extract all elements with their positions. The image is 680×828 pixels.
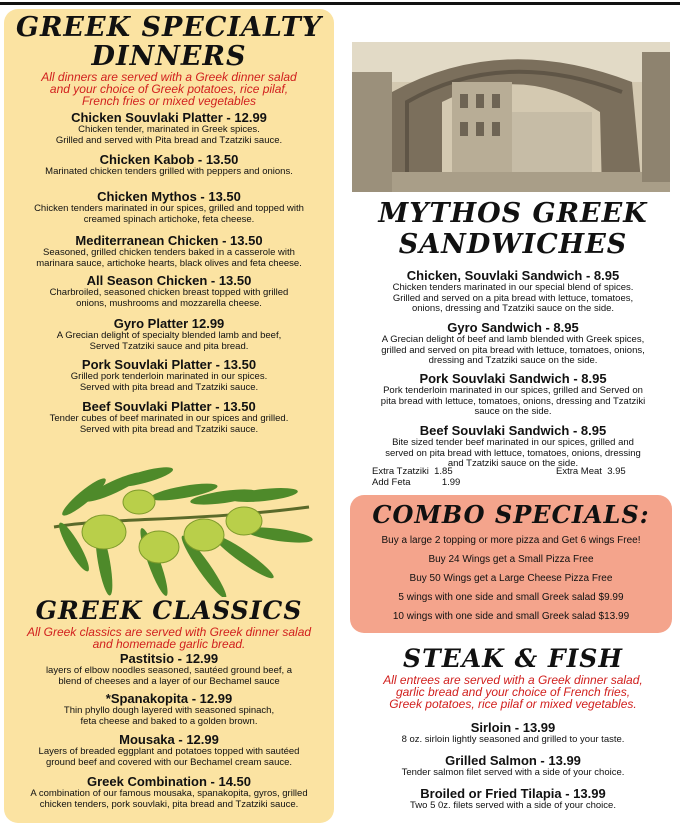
item-desc: A combination of our famous mousaka, spanakopita, gyros, grilled bbox=[30, 788, 308, 799]
item-name: Sirloin - 13.99 bbox=[470, 720, 556, 735]
item-desc: Grilled pork tenderloin marinated in our spices. bbox=[70, 371, 268, 382]
extra-label: Extra Meat bbox=[556, 466, 602, 477]
steak-note-line: garlic bread and your choice of French fries, bbox=[395, 685, 631, 699]
menu-item bbox=[4, 357, 334, 393]
item-name: Pastitsio - 12.99 bbox=[119, 651, 219, 666]
item-name: Greek Combination - 14.50 bbox=[87, 774, 251, 789]
item-desc: blend of cheeses and a layer of our Bechamel sauce bbox=[58, 675, 280, 687]
menu-item bbox=[4, 774, 334, 810]
specialty-note-line: All dinners are served with a Greek dinner salad bbox=[41, 70, 297, 84]
item-name: Chicken Kabob - 13.50 bbox=[99, 152, 239, 167]
item-desc: layers of elbow noodles seasoned, sautéed ground beef, a bbox=[45, 665, 293, 676]
menu-item bbox=[348, 786, 678, 812]
item-desc: sauce on the side. bbox=[474, 406, 552, 417]
menu-item bbox=[348, 320, 678, 367]
menu-item bbox=[348, 268, 678, 315]
specialty-note bbox=[4, 71, 334, 107]
item-desc: Chicken tenders marinated in our spices, grilled and topped with bbox=[34, 203, 304, 214]
item-desc: Pork tenderloin marinated in our spices, grilled and Served on bbox=[383, 385, 643, 396]
item-desc: creamed spinach artichoke, feta cheese. bbox=[83, 213, 255, 225]
item-name: Broiled or Fried Tilapia - 13.99 bbox=[420, 786, 606, 801]
sandwiches-title-line1: MYTHOS GREEK bbox=[378, 198, 648, 229]
menu-item bbox=[4, 732, 334, 768]
specialty-note-line: and your choice of Greek potatoes, rice pilaf, bbox=[49, 82, 289, 96]
item-desc: Served Tzatziki sauce and pita bread. bbox=[89, 340, 249, 352]
item-desc: Grilled and served with Pita bread and Tzatziki sauce. bbox=[55, 134, 283, 146]
item-desc: Marinated chicken tenders grilled with peppers and onions. bbox=[45, 166, 293, 177]
item-desc: 8 oz. sirloin lightly seasoned and grilled to your taste. bbox=[401, 734, 625, 745]
item-name: Beef Souvlaki Platter - 13.50 bbox=[82, 399, 256, 414]
extra-price: 3.95 bbox=[607, 466, 626, 477]
menu-item bbox=[348, 371, 678, 418]
steak-note-line: Greek potatoes, rice pilaf or mixed vegetables. bbox=[389, 697, 637, 711]
item-desc: Bite sized tender beef marinated in our spices, grilled and bbox=[392, 437, 634, 448]
item-desc: dressing and Tzatziki sauce on the side. bbox=[428, 355, 598, 366]
combo-line: Buy 50 Wings get a Large Cheese Pizza Free bbox=[409, 573, 613, 584]
item-desc: Thin phyllo dough layered with seasoned spinach, bbox=[63, 705, 275, 716]
item-desc: served on pita bread with lettuce, tomatoes, onions, dressing bbox=[385, 447, 641, 459]
item-desc: and Tzatziki sauce on the side. bbox=[447, 458, 579, 469]
item-desc: Served with pita bread and Tzatziki sauce. bbox=[79, 423, 259, 435]
item-name: Chicken Mythos - 13.50 bbox=[97, 189, 241, 204]
item-name: Gyro Sandwich - 8.95 bbox=[447, 320, 579, 335]
specialty-note-line: French fries or mixed vegetables bbox=[81, 94, 257, 108]
specialty-title-line1: GREEK SPECIALTY bbox=[15, 12, 323, 43]
item-name: *Spanakopita - 12.99 bbox=[105, 691, 233, 706]
item-name: Chicken Souvlaki Platter - 12.99 bbox=[71, 110, 267, 125]
item-desc: Two 5 0z. filets served with a side of your choice. bbox=[410, 800, 616, 811]
menu-item bbox=[348, 423, 678, 470]
menu-item bbox=[4, 691, 334, 727]
item-desc: chicken tenders, pork souvlaki, pita bread and Tzatziki sauce. bbox=[39, 798, 299, 810]
steak-note-line: All entrees are served with a Greek dinner salad, bbox=[383, 673, 643, 687]
classics-note-line: and homemade garlic bread. bbox=[92, 637, 246, 651]
extra-tzatziki bbox=[372, 466, 453, 477]
top-rule bbox=[0, 2, 680, 5]
item-desc: Tender salmon filet served with a side of your choice. bbox=[401, 767, 625, 778]
classics-note-line: All Greek classics are served with Greek dinner salad bbox=[26, 625, 312, 639]
menu-item bbox=[4, 110, 334, 146]
combo-line: 10 wings with one side and small Greek salad $13.99 bbox=[392, 611, 630, 622]
menu-item bbox=[4, 316, 334, 352]
item-name: Mousaka - 12.99 bbox=[119, 732, 219, 747]
specialty-title-line2: DINNERS bbox=[91, 41, 247, 72]
item-desc: A Grecian delight of specialty blended lamb and beef, bbox=[56, 330, 282, 341]
olive-branch-illustration bbox=[44, 447, 314, 597]
menu-item bbox=[4, 651, 334, 687]
sandwiches-title-line2: SANDWICHES bbox=[398, 229, 628, 260]
menu-item bbox=[4, 233, 334, 269]
classics-title: GREEK CLASSICS bbox=[35, 596, 303, 625]
item-desc: pita bread with lettuce, tomatoes, onions, dressing and Tzatziki bbox=[380, 395, 646, 407]
menu-item bbox=[348, 753, 678, 779]
left-menu-panel bbox=[4, 9, 334, 823]
item-desc: Layers of breaded eggplant and potatoes topped with sautéed bbox=[38, 746, 300, 757]
item-desc: onions, mushrooms and mozzarella cheese. bbox=[76, 297, 262, 309]
combo-specials-box bbox=[350, 495, 672, 633]
combo-line: Buy a large 2 topping or more pizza and Get 6 wings Free! bbox=[381, 535, 641, 546]
menu-item bbox=[348, 720, 678, 746]
extra-label: Extra Tzatziki bbox=[372, 466, 429, 477]
item-desc: Chicken tender, marinated in Greek spices. bbox=[78, 124, 260, 135]
item-name: Pork Souvlaki Sandwich - 8.95 bbox=[419, 371, 607, 386]
extra-price: 1.99 bbox=[441, 477, 461, 488]
item-desc: ground beef and covered with our Bechamel cream sauce. bbox=[45, 756, 293, 768]
combo-line: Buy 24 Wings get a Small Pizza Free bbox=[428, 554, 594, 565]
item-desc: Grilled and served on a pita bread with lettuce, tomatoes, bbox=[392, 292, 634, 304]
item-desc: Served with pita bread and Tzatziki sauce. bbox=[79, 381, 259, 393]
item-desc: grilled and served on pita bread with lettuce, tomatoes, onions, bbox=[381, 344, 645, 356]
item-desc: A Grecian delight of beef and lamb blended with Greek spices, bbox=[381, 334, 645, 345]
item-name: Grilled Salmon - 13.99 bbox=[445, 753, 581, 768]
item-name: Beef Souvlaki Sandwich - 8.95 bbox=[419, 423, 607, 438]
combo-title: COMBO SPECIALS: bbox=[372, 500, 650, 529]
menu-item bbox=[4, 152, 334, 178]
historic-arch-photo bbox=[352, 42, 670, 192]
menu-item bbox=[4, 399, 334, 435]
extra-price: 1.85 bbox=[434, 466, 453, 477]
item-desc: Chicken tenders marinated in our special blend of spices. bbox=[392, 282, 634, 293]
item-desc: Seasoned, grilled chicken tenders baked in a casserole with bbox=[43, 247, 295, 258]
extra-label: Add Feta bbox=[372, 477, 411, 488]
item-desc: Tender cubes of beef marinated in our spices and grilled. bbox=[49, 413, 289, 424]
item-name: Pork Souvlaki Platter - 13.50 bbox=[81, 357, 257, 372]
steak-fish-title: STEAK & FISH bbox=[403, 644, 623, 673]
extra-feta bbox=[372, 477, 460, 488]
item-name: Gyro Platter 12.99 bbox=[113, 316, 225, 331]
item-desc: Charbroiled, seasoned chicken breast topped with grilled bbox=[49, 287, 289, 298]
item-name: Chicken, Souvlaki Sandwich - 8.95 bbox=[406, 268, 620, 283]
item-desc: onions, dressing and Tzatziki sauce on the side. bbox=[411, 303, 615, 314]
menu-item bbox=[4, 273, 334, 309]
steak-fish-note bbox=[348, 674, 678, 710]
item-name: Mediterranean Chicken - 13.50 bbox=[75, 233, 263, 248]
classics-note bbox=[4, 626, 334, 650]
item-desc: marinara sauce, artichoke hearts, black olives and feta cheese. bbox=[36, 257, 302, 269]
item-desc: feta cheese and baked to a golden brown. bbox=[80, 715, 258, 727]
combo-line: 5 wings with one side and small Greek salad $9.99 bbox=[398, 592, 624, 603]
item-name: All Season Chicken - 13.50 bbox=[86, 273, 252, 288]
extra-meat bbox=[556, 466, 626, 477]
menu-item bbox=[4, 189, 334, 225]
